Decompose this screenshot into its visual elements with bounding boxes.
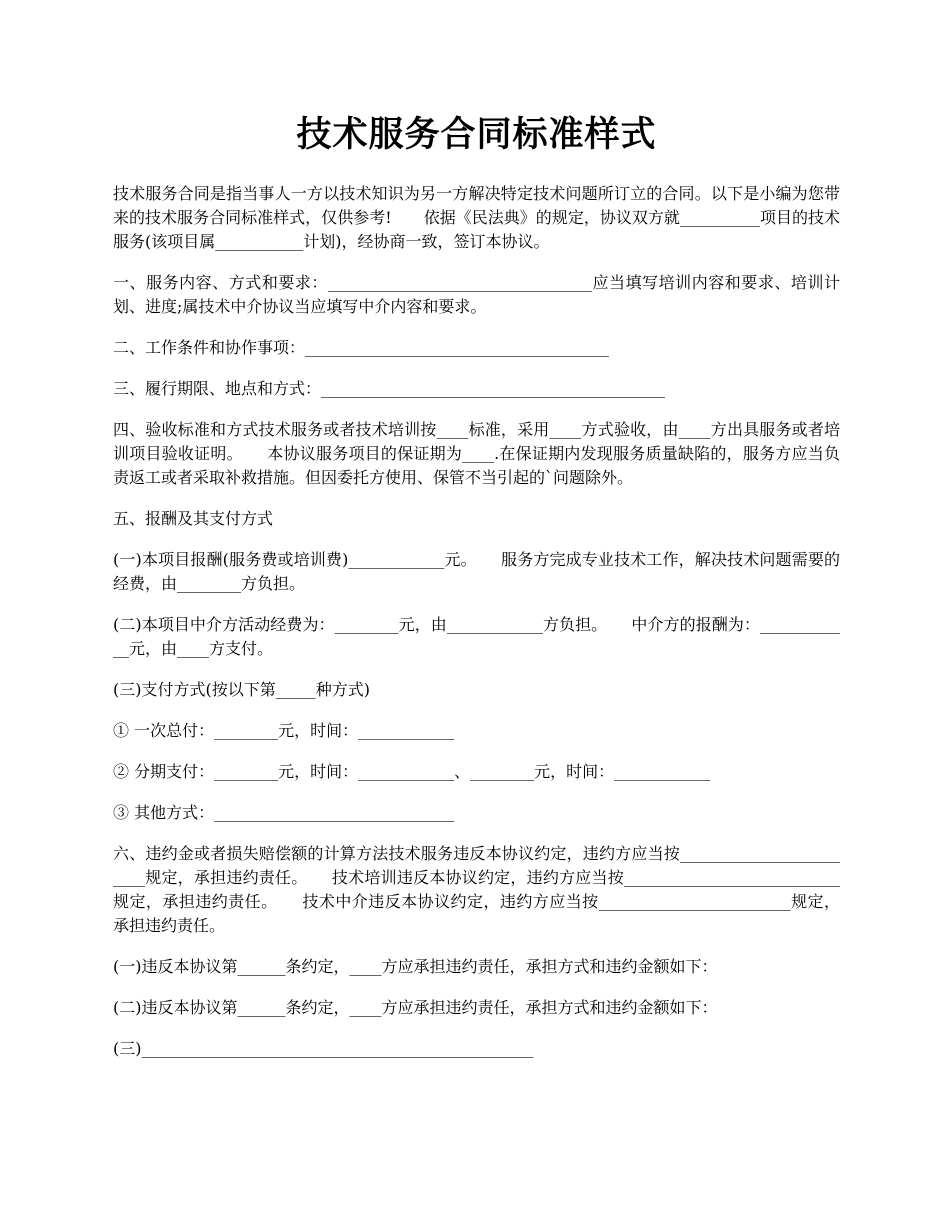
- paragraph-section-6: 六、违约金或者损失赔偿额的计算方法技术服务违反本协议约定，违约方应当按________________________规定，承担违约责任。 技术培训违反本协议约定，违约方应当按___________________________规定，承担违约责任。 技术中介违反本协议约定，违约方应当按________________________规定，承担违约责任。: [113, 844, 840, 935]
- paragraph-section-5-3: (三)支付方式(按以下第_____种方式): [113, 680, 370, 699]
- paragraph-section-5-2: (二)本项目中介方活动经费为：________元，由____________方负担。 中介方的报酬为：____________元，由____方支付。: [113, 615, 840, 658]
- paragraph-section-4: 四、验收标准和方式技术服务或者技术培训按____标准，采用____方式验收，由____方出具服务或者培训项目验收证明。 本协议服务项目的保证期为____.在保证期内发现服务质量缺陷的，服务方应当负责返工或者采取补救措施。但因委托方使用、保管不当引起的`问题除外。: [113, 420, 840, 487]
- paragraph-section-3: 三、履行期限、地点和方式：___________________________________________: [113, 379, 666, 398]
- paragraph-section-5-1: (一)本项目报酬(服务费或培训费)____________元。 服务方完成专业技术工作，解决技术问题需要的经费，由________方负担。: [113, 550, 840, 593]
- paragraph-intro: 技术服务合同是指当事人一方以技术知识为另一方解决特定技术问题所订立的合同。以下是小编为您带来的技术服务合同标准样式，仅供参考! 依据《民法典》的规定，协议双方就__________项目的技术服务(该项目属___________计划)，经协商一致，签订本协议。: [113, 184, 840, 251]
- paragraph-section-6-3: (三)_________________________________________________: [113, 1039, 534, 1058]
- paragraph-payment-option-3: ③ 其他方式：______________________________: [113, 803, 455, 822]
- document-title: 技术服务合同标准样式: [296, 114, 657, 155]
- paragraph-payment-option-1: ① 一次总付：________元，时间：____________: [113, 721, 455, 740]
- paragraph-section-6-1: (一)违反本协议第______条约定，____方应承担违约责任，承担方式和违约金额如下：: [113, 957, 718, 976]
- document-page: [113, 110, 840, 1078]
- paragraph-section-2: 二、工作条件和协作事项：______________________________________: [113, 338, 610, 357]
- paragraph-section-5-heading: 五、报酬及其支付方式: [113, 509, 274, 528]
- paragraph-payment-option-2: ② 分期支付：________元，时间：____________、________元，时间：____________: [113, 762, 711, 781]
- paragraph-section-1: 一、服务内容、方式和要求：_________________________________应当填写培训内容和要求、培训计划、进度;属技术中介协议当应填写中介内容和要求。: [113, 273, 840, 316]
- paragraph-section-6-2: (二)违反本协议第______条约定，____方应承担违约责任，承担方式和违约金额如下：: [113, 998, 718, 1017]
